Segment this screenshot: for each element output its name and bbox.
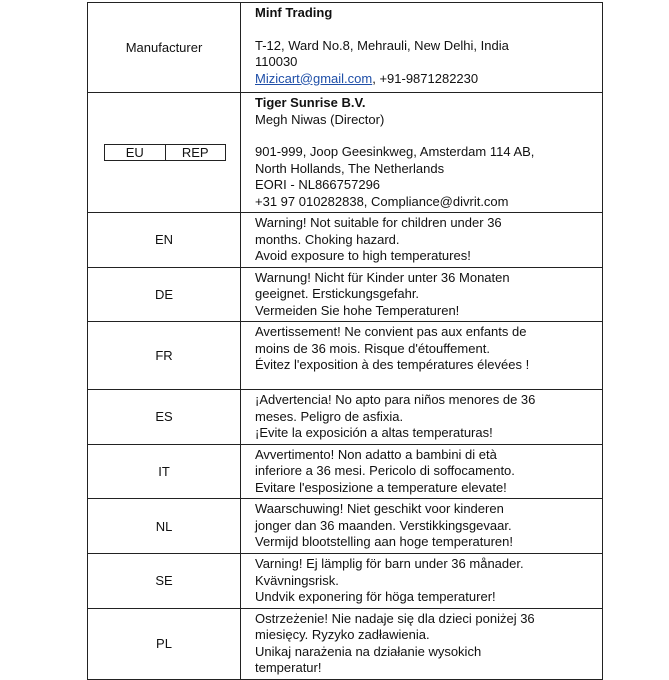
language-code: DE bbox=[88, 267, 241, 322]
language-code: ES bbox=[88, 390, 241, 445]
warning-line: Varning! Ej lämplig för barn under 36 månader. bbox=[255, 556, 524, 571]
warning-text bbox=[241, 499, 603, 554]
warning-row-fr bbox=[88, 322, 603, 390]
language-code: FR bbox=[88, 322, 241, 390]
eu-rep-address-line2: North Hollands, The Netherlands bbox=[255, 160, 445, 176]
manufacturer-phone: , +91-9871282230 bbox=[372, 70, 479, 86]
warning-line: Avoid exposure to high temperatures! bbox=[255, 248, 471, 263]
warning-line: Avvertimento! Non adatto a bambini di età bbox=[255, 446, 497, 462]
warning-text bbox=[241, 608, 603, 679]
language-code: NL bbox=[88, 499, 241, 554]
warning-line: Vermeiden Sie hohe Temperaturen! bbox=[255, 302, 460, 318]
warning-line: Waarschuwing! Niet geschikt voor kinderen bbox=[255, 501, 504, 516]
warning-line: jonger dan 36 maanden. Verstikkingsgevaar. bbox=[255, 517, 512, 533]
warning-line: Evitare l'esposizione a temperature elevate! bbox=[255, 479, 507, 495]
label-table bbox=[87, 2, 603, 680]
warning-row-se bbox=[88, 554, 603, 609]
eu-rep-contact: Megh Niwas (Director) bbox=[255, 111, 385, 127]
warning-text bbox=[241, 554, 603, 609]
eu-rep-address-line1: 901-999, Joop Geesinkweg, Amsterdam 114 AB, bbox=[255, 144, 535, 159]
warning-line: moins de 36 mois. Risque d'étouffement. bbox=[255, 340, 490, 356]
eu-rep-phone-email: +31 97 010282838, Compliance@divrit.com bbox=[255, 193, 509, 209]
eu-rep-eori: EORI - NL866757296 bbox=[255, 177, 381, 192]
warning-text bbox=[241, 390, 603, 445]
eu-rep-box bbox=[104, 144, 226, 161]
warning-line: Kvävningsrisk. bbox=[255, 572, 339, 588]
warning-line: Vermijd blootstelling aan hoge temperaturen! bbox=[255, 534, 513, 549]
warning-line: Avertissement! Ne convient pas aux enfants de bbox=[255, 324, 527, 339]
eu-rep-row bbox=[88, 93, 603, 213]
language-code: PL bbox=[88, 608, 241, 679]
warning-line: Évitez l'exposition à des températures élevées ! bbox=[255, 357, 530, 372]
warning-line: miesięcy. Ryzyko zadławienia. bbox=[255, 627, 430, 642]
warning-line: temperatur! bbox=[255, 660, 322, 675]
warning-text bbox=[241, 444, 603, 499]
warning-line: Warning! Not suitable for children under 36 bbox=[255, 215, 502, 230]
warning-line: geeignet. Erstickungsgefahr. bbox=[255, 286, 420, 301]
manufacturer-address-line1: T-12, Ward No.8, Mehrauli, New Delhi, India bbox=[255, 37, 509, 53]
manufacturer-details bbox=[241, 3, 603, 93]
manufacturer-name: Minf Trading bbox=[255, 5, 333, 20]
language-code: SE bbox=[88, 554, 241, 609]
language-code: IT bbox=[88, 444, 241, 499]
eu-rep-label-cell bbox=[88, 93, 241, 213]
warning-text bbox=[241, 322, 603, 390]
warning-line: Undvik exponering för höga temperaturer! bbox=[255, 589, 496, 604]
warning-row-de bbox=[88, 267, 603, 322]
manufacturer-contact bbox=[255, 71, 598, 88]
eu-rep-details bbox=[241, 93, 603, 213]
warning-line: meses. Peligro de asfixia. bbox=[255, 408, 404, 424]
warning-row-pl bbox=[88, 608, 603, 679]
warning-line: months. Choking hazard. bbox=[255, 231, 400, 247]
warning-row-es bbox=[88, 390, 603, 445]
warning-row-nl bbox=[88, 499, 603, 554]
eu-label: EU bbox=[105, 145, 166, 160]
language-code: EN bbox=[88, 213, 241, 268]
warning-text bbox=[241, 213, 603, 268]
manufacturer-email-link[interactable]: Mizicart@gmail.com bbox=[255, 70, 373, 86]
warning-row-en bbox=[88, 213, 603, 268]
eu-rep-name: Tiger Sunrise B.V. bbox=[255, 95, 366, 110]
manufacturer-address-line2: 110030 bbox=[255, 54, 298, 69]
warning-row-it bbox=[88, 444, 603, 499]
warning-line: Warnung! Nicht für Kinder unter 36 Monaten bbox=[255, 269, 510, 285]
manufacturer-row bbox=[88, 3, 603, 93]
warning-line: ¡Advertencia! No apto para niños menores de 36 bbox=[255, 392, 536, 407]
warning-line: Ostrzeżenie! Nie nadaje się dla dzieci poniżej 36 bbox=[255, 610, 535, 626]
warning-line: Unikaj narażenia na działanie wysokich bbox=[255, 643, 482, 659]
manufacturer-label: Manufacturer bbox=[88, 3, 241, 93]
warning-text bbox=[241, 267, 603, 322]
rep-label: REP bbox=[181, 145, 209, 160]
warning-line: ¡Evite la exposición a altas temperaturas! bbox=[255, 425, 493, 440]
warning-line: inferiore a 36 mesi. Pericolo di soffocamento. bbox=[255, 463, 515, 478]
